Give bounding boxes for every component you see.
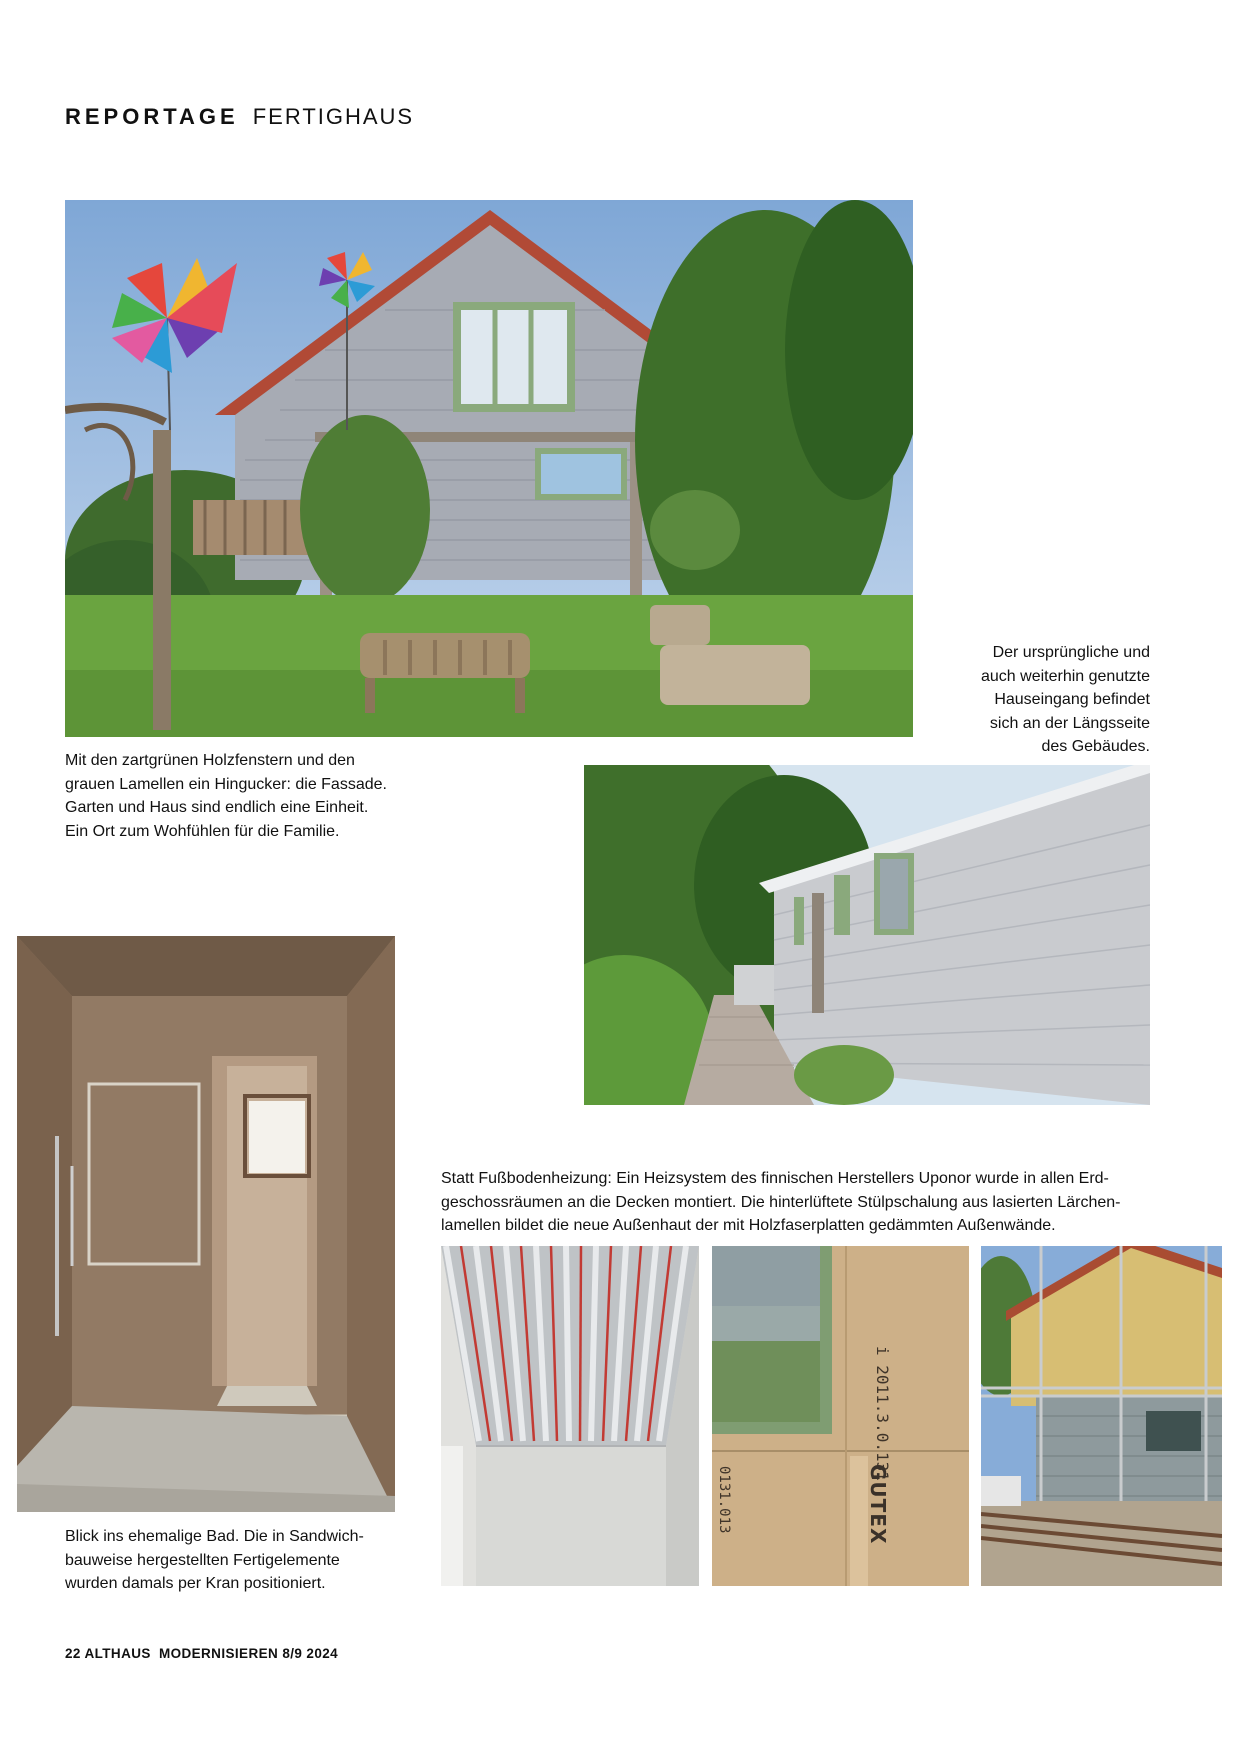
magazine-title: MODERNISIEREN (158, 1646, 279, 1661)
caption-line: Garten und Haus sind endlich eine Einheit. (65, 799, 369, 816)
photo-house-facade (65, 200, 913, 737)
caption-line: geschossräumen an die Decken montiert. Die hinterlüftete Stülpschalung aus lasierten Lärchen- (441, 1193, 1121, 1211)
caption-line: Statt Fußbodenheizung: Ein Heizsystem des finnischen Herstellers Uponor wurde in allen Erd- (441, 1170, 1109, 1187)
caption-line: Ein Ort zum Wohfühlen für die Familie. (65, 822, 340, 840)
caption-line: Der ursprüngliche und (992, 644, 1150, 661)
page-header (65, 104, 414, 130)
photo-ceiling-heating (441, 1246, 699, 1586)
caption-line: lamellen bildet die neue Außenhaut der mit Holzfaserplatten gedämmten Außenwände. (441, 1217, 1056, 1234)
caption-line: Mit den zartgrünen Holzfenstern und den (65, 752, 355, 769)
photo-wood-fibre-panel (712, 1246, 969, 1586)
section-title: REPORTAGE (65, 104, 239, 129)
photo-side-entrance (584, 765, 1150, 1105)
caption-line: des Gebäudes. (1041, 738, 1150, 755)
magazine-name: ALTHAUS (84, 1646, 151, 1661)
photo-old-bathroom (17, 936, 395, 1512)
panel-stamp-text: i 2011.3.0.131 (873, 1346, 892, 1481)
panel-stamp-text-2: 0131.013 (716, 1466, 732, 1534)
caption-line: Blick ins ehemalige Bad. Die in Sandwich- (65, 1528, 364, 1545)
caption-line: grauen Lamellen ein Hingucker: die Fassade. (65, 775, 387, 793)
caption-line: auch weiterhin genutzte (981, 667, 1150, 685)
page-footer (65, 1646, 338, 1661)
panel-brand-text: GUTEX (866, 1464, 890, 1545)
caption-heating (441, 1167, 1161, 1238)
issue-number: 8/9 2024 (282, 1646, 339, 1661)
page-number: 22 (65, 1646, 81, 1661)
caption-line: bauweise hergestellten Fertigelemente (65, 1551, 340, 1569)
caption-line: wurden damals per Kran positioniert. (65, 1575, 326, 1592)
caption-line: sich an der Längsseite (989, 714, 1150, 732)
caption-bathroom (65, 1525, 385, 1596)
caption-entrance (900, 641, 1150, 759)
caption-line: Hauseingang befindet (994, 691, 1150, 708)
photo-scaffolding (981, 1246, 1222, 1586)
caption-facade (65, 749, 435, 843)
subsection-title: FERTIGHAUS (252, 104, 415, 129)
